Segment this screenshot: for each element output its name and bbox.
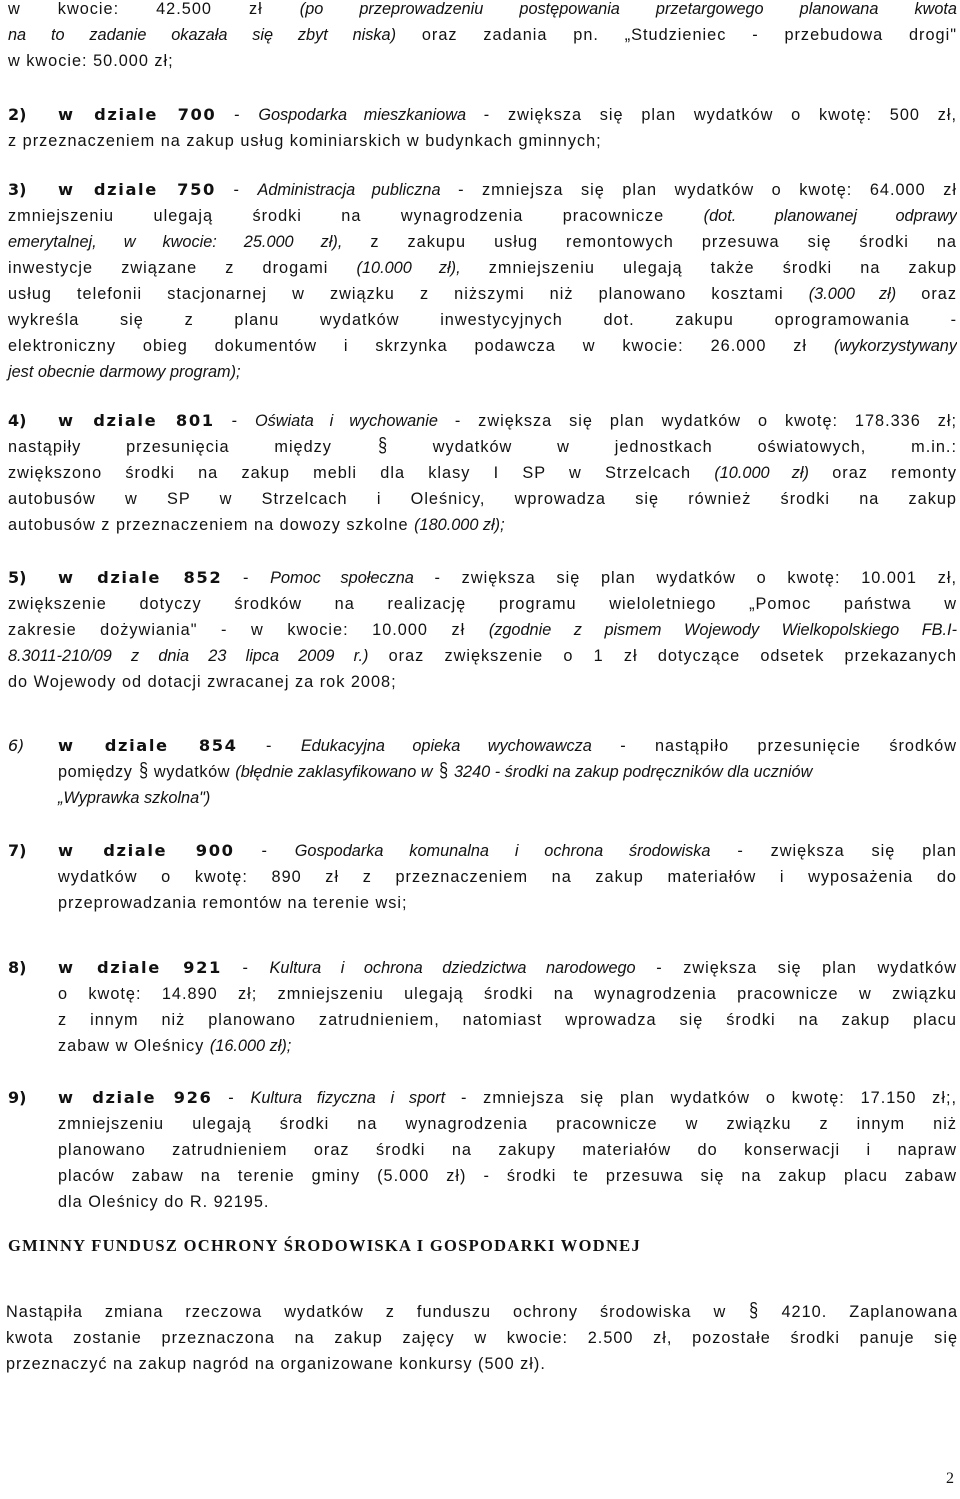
text-line: wykreśla się z planu wydatków inwestycyjnych dot. zakupu oprogramowania - <box>8 311 957 329</box>
item-number: 3) <box>8 180 27 199</box>
text-line: kwota zostanie przeznaczona na zakup zajęcy w kwocie: 2.500 zł, pozostałe środki panuje się <box>6 1329 958 1347</box>
paragraph-sign: § <box>749 1300 759 1322</box>
text-line: z innym niż planowano zatrudnieniem, natomiast wprowadza się środki na zakup placu <box>58 1011 957 1029</box>
dzial-label: w dziale 750 <box>58 180 216 199</box>
text-line: zwiększenie dotyczy środków na realizację programu wieloletniego „Pomoc państwa w <box>8 595 957 613</box>
text-line: o kwotę: 14.890 zł; zmniejszeniu ulegają środki na wynagrodzenia pracownicze w związku <box>58 985 957 1003</box>
text-line: placów zabaw na terenie gminy (5.000 zł) - środki te przesuwa się na zakup placu zabaw <box>58 1167 957 1185</box>
text-line: nastąpiły przesunięcia między § wydatków w jednostkach oświatowych, m.in.: <box>8 435 957 457</box>
text-line: „Wyprawka szkolna") <box>58 789 211 807</box>
text-line: zmniejszeniu ulegają środki na wynagrodzenia pracownicze (dot. planowanej odprawy <box>8 207 957 225</box>
dzial-label: w dziale 801 <box>58 411 215 430</box>
text-line: z przeznaczeniem na zakup usług kominiarskich w budynkach gminnych; <box>8 132 602 150</box>
text-line: zabaw w Oleśnicy (16.000 zł); <box>58 1037 292 1055</box>
text-line: planowano zatrudnieniem oraz środki na zakupy materiałów do konserwacji i napraw <box>58 1141 957 1159</box>
text-line: zmniejszeniu ulegają środki na wynagrodzenia pracownicze w związku z innym niż <box>58 1115 957 1133</box>
dzial-label: w dziale 700 <box>58 105 217 124</box>
item-number: 2) <box>8 105 27 124</box>
text-line: 8.3011-210/09 z dnia 23 lipca 2009 r.) oraz zwiększenie o 1 zł dotyczące odsetek przekazanych <box>8 647 957 665</box>
paragraph-sign: § <box>438 760 448 782</box>
text-line: w dziale 750 - Administracja publiczna - zmniejsza się plan wydatków o kwotę: 64.000 zł <box>58 180 957 199</box>
text-line: w kwocie: 50.000 zł; <box>8 52 174 70</box>
text-line: zakresie dożywiania" - w kwocie: 10.000 zł (zgodnie z pismem Wojewody Wielkopolskiego FB.I- <box>8 621 957 639</box>
dzial-label: w dziale 900 <box>58 841 235 860</box>
item-number: 8) <box>8 958 27 977</box>
paragraph-sign: § <box>138 760 148 782</box>
text-line: przeprowadzania remontów na terenie wsi; <box>58 894 408 912</box>
text-line: jest obecnie darmowy program); <box>8 363 241 381</box>
dzial-label: w dziale 926 <box>58 1088 213 1107</box>
item-number: 6) <box>8 736 25 755</box>
text-line: w dziale 852 - Pomoc społeczna - zwiększa się plan wydatków o kwotę: 10.001 zł, <box>58 568 957 587</box>
text-line: przeznaczyć na zakup nagród na organizowane konkursy (500 zł). <box>6 1355 546 1373</box>
text-line: autobusów w SP w Strzelcach i Oleśnicy, wprowadza się również środki na zakup <box>8 490 957 508</box>
text-line: autobusów z przeznaczeniem na dowozy szkolne (180.000 zł); <box>8 516 505 534</box>
text-line: emerytalnej, w kwocie: 25.000 zł), z zakupu usług remontowych przesuwa się środki na <box>8 233 957 251</box>
text-line: w dziale 900 - Gospodarka komunalna i ochrona środowiska - zwiększa się plan <box>58 841 957 860</box>
text-line: dla Oleśnicy do R. 92195. <box>58 1193 270 1211</box>
item-number: 7) <box>8 841 27 860</box>
dzial-label: w dziale 921 <box>58 958 222 977</box>
text-line: w kwocie: 42.500 zł (po przeprowadzeniu postępowania przetargowego planowana kwota <box>8 0 957 18</box>
text-line: Nastąpiła zmiana rzeczowa wydatków z funduszu ochrony środowiska w § 4210. Zaplanowana <box>6 1300 958 1322</box>
text-line: zwiększono środki na zakup mebli dla klasy I SP w Strzelcach (10.000 zł) oraz remonty <box>8 464 957 482</box>
text-line: do Wojewody od dotacji zwracanej za rok 2008; <box>8 673 397 691</box>
text-line: pomiędzy § wydatków (błędnie zaklasyfikowano w § 3240 - środki na zakup podręczników dla uczniów <box>58 760 813 782</box>
page-number: 2 <box>946 1470 954 1487</box>
text-line: w dziale 801 - Oświata i wychowanie - zwiększa się plan wydatków o kwotę: 178.336 zł; <box>58 411 957 430</box>
dzial-label: w dziale 854 <box>58 736 238 755</box>
text-line: inwestycje związane z drogami (10.000 zł), zmniejszeniu ulegają także środki na zakup <box>8 259 957 277</box>
text-line: w dziale 926 - Kultura fizyczna i sport - zmniejsza się plan wydatków o kwotę: 17.150 zł;, <box>58 1088 957 1107</box>
text-line: w dziale 921 - Kultura i ochrona dziedzictwa narodowego - zwiększa się plan wydatków <box>58 958 957 977</box>
text-line: usług telefonii stacjonarnej w związku z niższymi niż planowano kosztami (3.000 zł) oraz <box>8 285 957 303</box>
dzial-label: w dziale 852 <box>58 568 223 587</box>
item-number: 5) <box>8 568 27 587</box>
text-line: w dziale 700 - Gospodarka mieszkaniowa - zwiększa się plan wydatków o kwotę: 500 zł, <box>58 105 957 124</box>
item-number: 9) <box>8 1088 27 1107</box>
text-line: wydatków o kwotę: 890 zł z przeznaczeniem na zakup materiałów i wyposażenia do <box>58 868 957 886</box>
text-line: w dziale 854 - Edukacyjna opieka wychowawcza - nastąpiło przesunięcie środków <box>58 736 957 755</box>
paragraph-sign: § <box>377 435 387 457</box>
text-line: elektroniczny obieg dokumentów i skrzynka podawcza w kwocie: 26.000 zł (wykorzystywany <box>8 337 957 355</box>
text-line: na to zadanie okazała się zbyt niska) oraz zadania pn. „Studzieniec - przebudowa drogi" <box>8 26 957 44</box>
section-heading: GMINNY FUNDUSZ OCHRONY ŚRODOWISKA I GOSPODARKI WODNEJ <box>8 1236 642 1255</box>
item-number: 4) <box>8 411 27 430</box>
